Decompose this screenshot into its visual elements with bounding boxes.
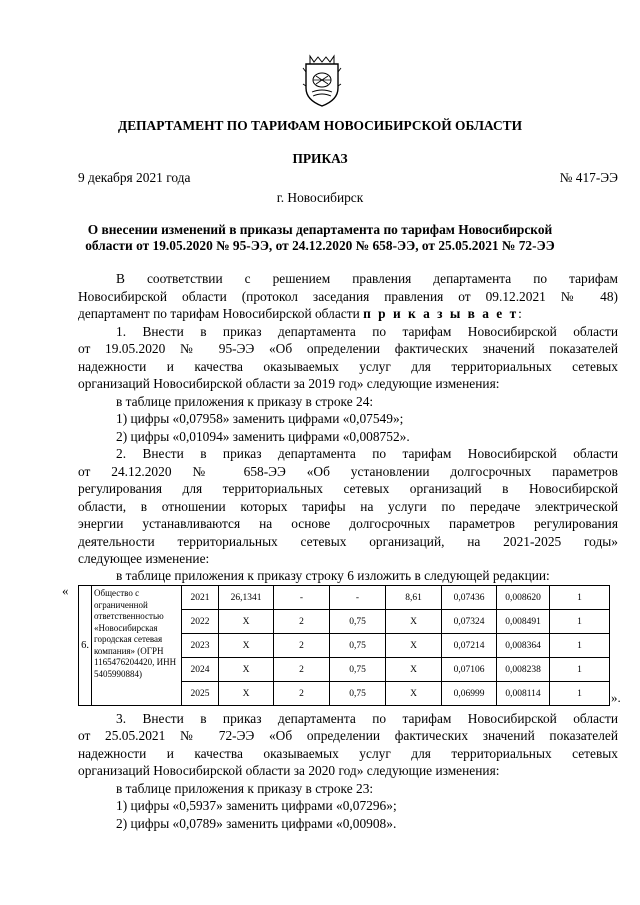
- item1-line-1: 1. Внести в приказ департамента по тарифам Новосибирской области: [116, 324, 618, 339]
- table-cell: -: [274, 586, 330, 610]
- item2-line-7: следующее изменение:: [78, 551, 210, 566]
- table-cell: 0,75: [330, 610, 386, 634]
- table-cell: 0,008114: [497, 682, 550, 706]
- item2-line-1: 2. Внести в приказ департамента по тарифам Новосибирской области: [116, 446, 618, 461]
- table-cell: 26,1341: [219, 586, 274, 610]
- table-cell: 0,07436: [442, 586, 497, 610]
- table-cell: 2023: [182, 634, 219, 658]
- table-cell: 0,008620: [497, 586, 550, 610]
- item2-line-5: энергии устанавливаются на основе долгосрочных параметров регулирования: [78, 516, 618, 531]
- row-number-cell: 6.: [79, 586, 92, 706]
- item3-line-7: 2) цифры «0,0789» заменить цифрами «0,00908».: [116, 816, 397, 831]
- table-cell: 2: [274, 610, 330, 634]
- table-cell: X: [386, 682, 442, 706]
- item2-line-4: области, в отношении которых тарифы на услуги по передаче электрической: [78, 499, 618, 514]
- table-cell: 2: [274, 634, 330, 658]
- item3-line-4: организаций Новосибирской области за 2020 год» следующие изменения:: [78, 763, 500, 778]
- table-cell: X: [219, 658, 274, 682]
- table-cell: 2: [274, 658, 330, 682]
- table-cell: X: [386, 658, 442, 682]
- table-cell: 1: [550, 682, 610, 706]
- item2-line-2: от 24.12.2020 № 658-ЭЭ «Об установлении долгосрочных параметров: [78, 464, 618, 479]
- order-city: г. Новосибирск: [276, 190, 364, 205]
- table-cell: 1: [550, 658, 610, 682]
- table-cell: 1: [550, 586, 610, 610]
- table-cell: X: [219, 634, 274, 658]
- table-cell: 2025: [182, 682, 219, 706]
- table-cell: 1: [550, 634, 610, 658]
- item3-line-6: 1) цифры «0,5937» заменить цифрами «0,07296»;: [116, 798, 397, 813]
- item3-line-5: в таблице приложения к приказу в строке 23:: [116, 781, 374, 796]
- doc-type: ПРИКАЗ: [292, 151, 348, 166]
- table-cell: 8,61: [386, 586, 442, 610]
- item2-line-3: регулирования для территориальных сетевых организаций в Новосибирской: [78, 481, 618, 496]
- table-open-quote: «: [62, 583, 69, 598]
- preamble-text: департамент по тарифам Новосибирской области: [78, 306, 364, 321]
- preamble-line-2: Новосибирской области (протокол заседания правления от 09.12.2021 № 48): [78, 289, 618, 304]
- item3-line-1: 3. Внести в приказ департамента по тарифам Новосибирской области: [116, 711, 618, 726]
- table-cell: 0,008491: [497, 610, 550, 634]
- preamble-line-3: [78, 306, 522, 322]
- item3-line-2: от 25.05.2021 № 72-ЭЭ «Об определении фактических значений показателей: [78, 728, 618, 743]
- preamble-colon: :: [518, 306, 522, 321]
- table-cell: 0,07214: [442, 634, 497, 658]
- table-cell: 0,008238: [497, 658, 550, 682]
- table-cell: 0,75: [330, 682, 386, 706]
- parameters-table: [78, 585, 610, 706]
- table-row: [79, 586, 610, 610]
- item1-line-5: в таблице приложения к приказу в строке 24:: [116, 394, 374, 409]
- novosibirsk-coat-of-arms-icon: [302, 54, 342, 108]
- table-cell: 2022: [182, 610, 219, 634]
- table-cell: X: [386, 634, 442, 658]
- order-title-line-2: области от 19.05.2020 № 95-ЭЭ, от 24.12.2020 № 658-ЭЭ, от 25.05.2021 № 72-ЭЭ: [85, 238, 555, 253]
- table-cell: X: [219, 610, 274, 634]
- item1-line-3: надежности и качества оказываемых услуг для территориальных сетевых: [78, 359, 618, 374]
- organization-cell: Общество с ограниченной ответственностью «Новосибирская городская сетевая компания» (ОГРН 1165476204420, ИНН 5405990884): [92, 586, 182, 706]
- item1-line-4: организаций Новосибирской области за 2019 год» следующие изменения:: [78, 376, 500, 391]
- table-cell: X: [386, 610, 442, 634]
- item3-line-3: надежности и качества оказываемых услуг для территориальных сетевых: [78, 746, 618, 761]
- table-cell: 2: [274, 682, 330, 706]
- order-number: № 417-ЭЭ: [559, 170, 618, 185]
- table-cell: 2021: [182, 586, 219, 610]
- table-cell: 0,008364: [497, 634, 550, 658]
- order-date: 9 декабря 2021 года: [78, 170, 191, 185]
- department-name: ДЕПАРТАМЕНТ ПО ТАРИФАМ НОВОСИБИРСКОЙ ОБЛАСТИ: [118, 118, 522, 133]
- item2-line-6: деятельности территориальных сетевых организаций, на 2021-2025 годы»: [78, 534, 618, 549]
- table-cell: X: [219, 682, 274, 706]
- item1-line-2: от 19.05.2020 № 95-ЭЭ «Об определении фактических значений показателей: [78, 341, 618, 356]
- table-cell: 1: [550, 610, 610, 634]
- item2-line-8: в таблице приложения к приказу строку 6 изложить в следующей редакции:: [116, 568, 550, 583]
- table-cell: 0,07106: [442, 658, 497, 682]
- item1-line-7: 2) цифры «0,01094» заменить цифрами «0,008752».: [116, 429, 410, 444]
- item1-line-6: 1) цифры «0,07958» заменить цифрами «0,07549»;: [116, 411, 404, 426]
- table-cell: 0,75: [330, 658, 386, 682]
- orders-word: п р и к а з ы в а е т: [363, 306, 519, 321]
- table-cell: 0,07324: [442, 610, 497, 634]
- table-cell: 2024: [182, 658, 219, 682]
- table-close-quote: ».: [611, 690, 621, 705]
- table-cell: 0,06999: [442, 682, 497, 706]
- preamble-line-1: В соответствии с решением правления департамента по тарифам: [116, 271, 618, 286]
- table-cell: 0,75: [330, 634, 386, 658]
- table-cell: -: [330, 586, 386, 610]
- order-title-line-1: О внесении изменений в приказы департамента по тарифам Новосибирской: [87, 222, 553, 237]
